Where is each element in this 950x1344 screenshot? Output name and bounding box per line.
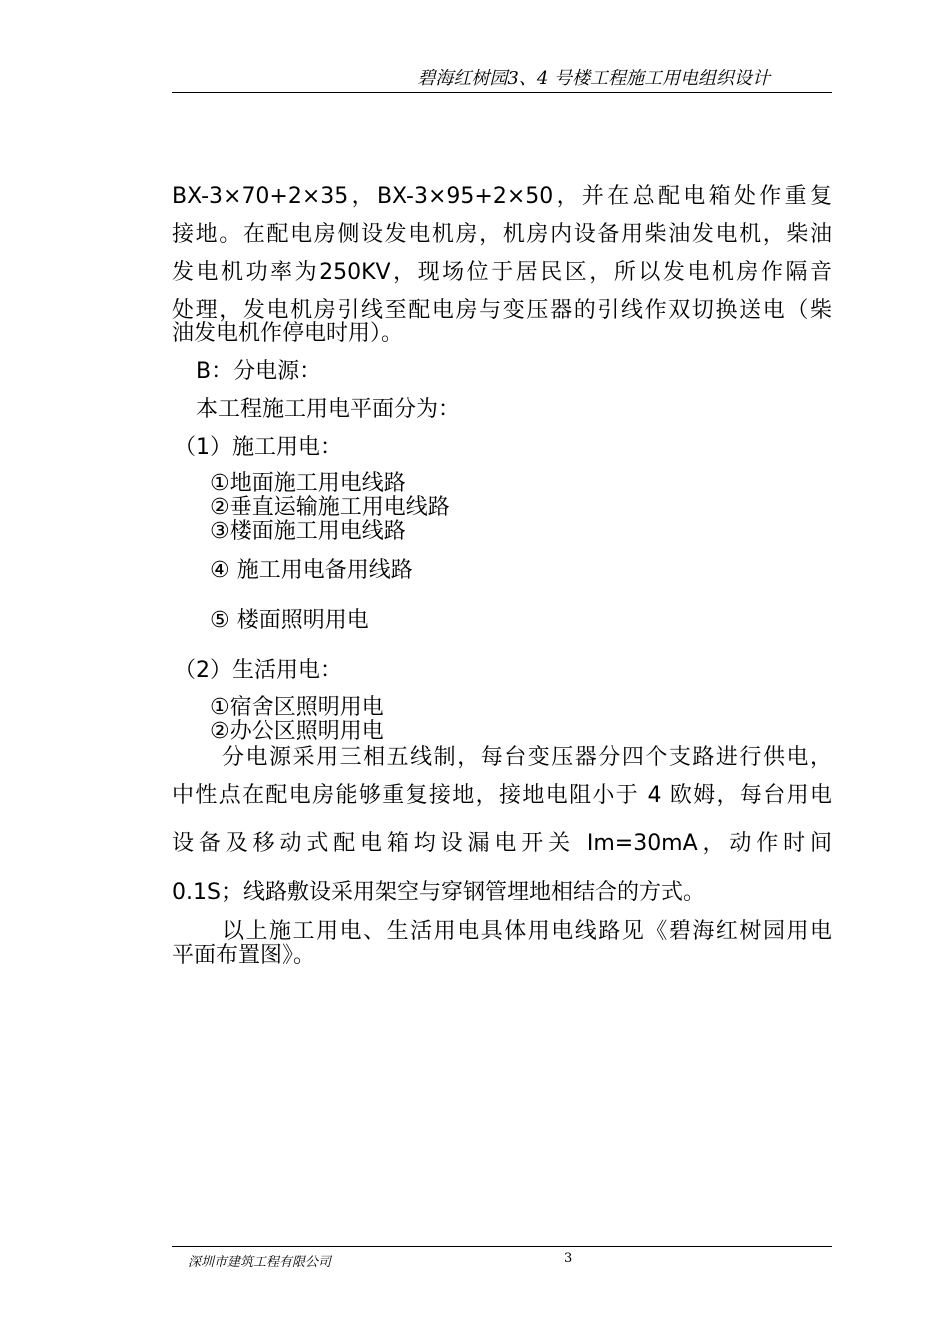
paragraph-1-line-3: 发电机功率为250KV，现场位于居民区，所以发电机房作隔音	[172, 260, 832, 285]
section-b-heading: B：分电源：	[196, 359, 322, 384]
group-2-heading: （2）生活用电：	[174, 658, 342, 683]
group-1-item: ①地面施工用电线路	[210, 471, 406, 496]
paragraph-1-line-5: 油发电机作停电时用）。	[172, 321, 404, 346]
group-1-item: ⑤ 楼面照明用电	[210, 608, 369, 633]
paragraph-1-line-1: BX-3×70+2×35，BX-3×95+2×50，并在总配电箱处作重复	[172, 184, 832, 209]
page-footer	[172, 1246, 832, 1269]
paragraph-2-line-2: 中性点在配电房能够重复接地，接地电阻小于 4 欧姆，每台用电	[172, 783, 832, 808]
group-1-item: ②垂直运输施工用电线路	[210, 495, 450, 520]
page-number: 3	[564, 1251, 573, 1266]
paragraph-3-line-2: 平面布置图》。	[172, 943, 316, 968]
footer-company: 深圳市建筑工程有限公司	[188, 1255, 332, 1270]
group-2-item: ②办公区照明用电	[210, 719, 384, 744]
paragraph-2-line-1: 分电源采用三相五线制，每台变压器分四个支路进行供电，	[222, 745, 832, 770]
group-1-heading: （1）施工用电：	[174, 435, 342, 460]
page-header	[172, 62, 832, 93]
group-1-item: ③楼面施工用电线路	[210, 519, 406, 544]
section-intro: 本工程施工用电平面分为：	[196, 397, 461, 422]
paragraph-3-line-1: 以上施工用电、生活用电具体用电线路见《碧海红树园用电	[222, 919, 832, 944]
paragraph-2-line-4: 0.1S；线路敷设采用架空与穿钢管埋地相结合的方式。	[172, 880, 705, 905]
header-title: 碧海红树园3、4 号楼工程施工用电组织设计	[417, 68, 770, 89]
group-1-item: ④ 施工用电备用线路	[210, 558, 413, 583]
paragraph-1-line-4: 处理，发电机房引线至配电房与变压器的引线作双切换送电（柴	[172, 298, 832, 323]
paragraph-1-line-2: 接地。在配电房侧设发电机房，机房内设备用柴油发电机，柴油	[172, 222, 832, 247]
group-2-item: ①宿舍区照明用电	[210, 695, 384, 720]
paragraph-2-line-3: 设备及移动式配电箱均设漏电开关 Im=30mA，动作时间	[172, 831, 832, 856]
